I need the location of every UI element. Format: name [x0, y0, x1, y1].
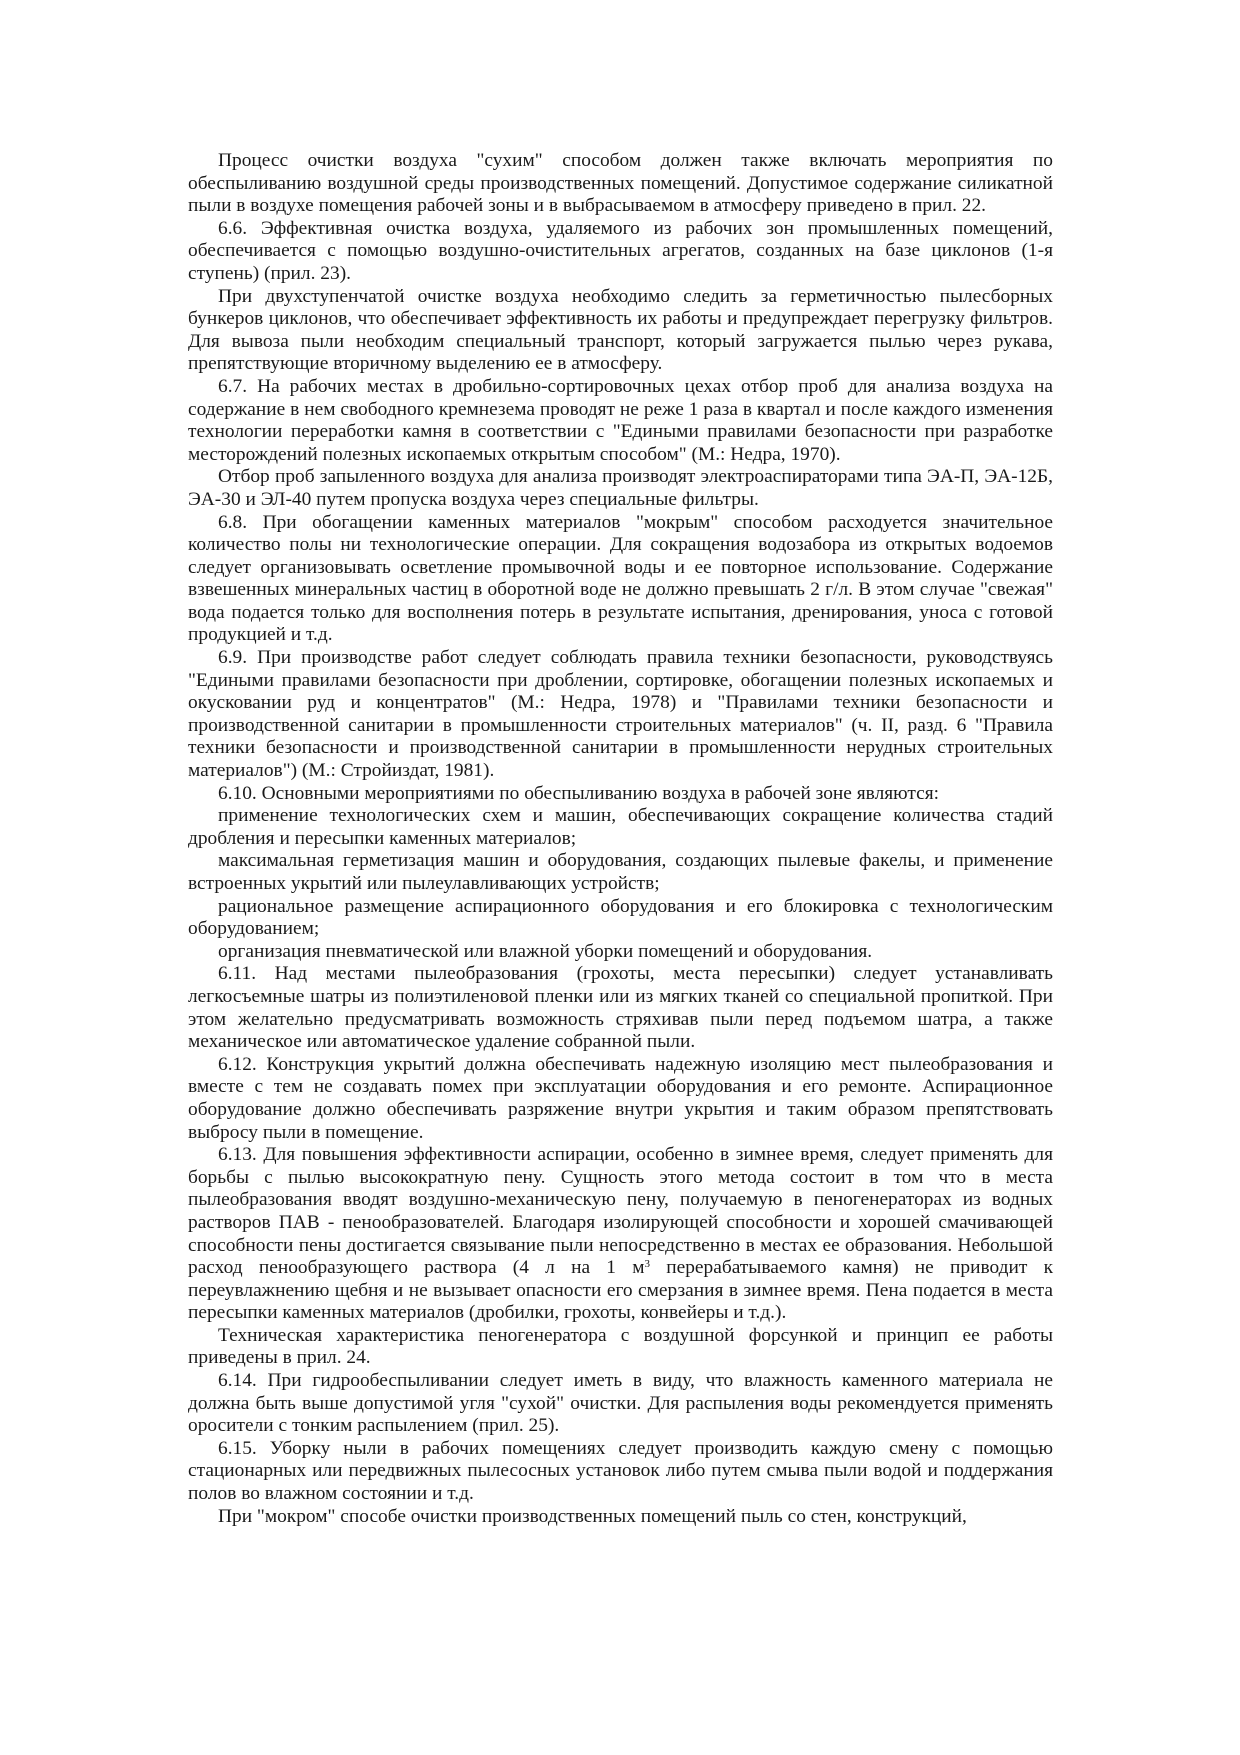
paragraph-6-12: 6.12. Конструкция укрытий должна обеспечивать надежную изоляцию мест пылеобразования и вместе с тем не создавать помех при эксплуатации оборудования и его ремонте. Аспирационное оборудование должно обеспечивать разряжение внутри укрытия и таким образом препятствовать выбросу пыли в помещение.	[188, 1053, 1053, 1143]
list-item-sealing: максимальная герметизация машин и оборудования, создающих пылевые факелы, и применение встроенных укрытий или пылеулавливающих устройств;	[188, 850, 1053, 894]
paragraph-6-11: 6.11. Над местами пылеобразования (грохоты, места пересыпки) следует устанавливать легкосъемные шатры из полиэтиленовой пленки или из мягких тканей со специальной пропиткой. При этом желательно предусматривать возможность стряхивав пыли перед подъемом шатра, а также механическое или автоматическое удаление собранной пыли.	[188, 963, 1053, 1053]
paragraph-sampling: Отбор проб запыленного воздуха для анализа производят электроаспираторами типа ЭА-П, ЭА-12Б, ЭА-30 и ЭЛ-40 путем пропуска воздуха через специальные фильтры.	[188, 466, 1053, 510]
paragraph-two-stage-cleaning: При двухступенчатой очистке воздуха необходимо следить за герметичностью пылесборных бункеров циклонов, что обеспечивает эффективность их работы и предупреждает перегрузку фильтров. Для вывоза пыли необходим специальный транспорт, который загружается пылью через рукава, препятствующие вторичному выделению ее в атмосферу.	[188, 285, 1053, 375]
paragraph-6-9: 6.9. При производстве работ следует соблюдать правила техники безопасности, руководствуясь "Едиными правилами безопасности при дроблении, сортировке, обогащении полезных ископаемых и окусковании руд и концентратов" (М.: Недра, 1978) и "Правилами техники безопасности и производственной санитарии в промышленности строительных материалов" (ч. II, разд. 6 "Правила техники безопасности и производственной санитарии в промышленности нерудных строительных материалов") (М.: Стройиздат, 1981).	[188, 647, 1053, 782]
paragraph-6-15: 6.15. Уборку ныли в рабочих помещениях следует производить каждую смену с помощью стационарных или передвижных пылесосных установок либо путем смыва пыли водой и поддержания полов во влажном состоянии и т.д.	[188, 1437, 1053, 1505]
paragraph-foam-generator: Техническая характеристика пеногенератора с воздушной форсункой и принцип ее работы приведены в прил. 24.	[188, 1324, 1053, 1369]
paragraph-6-14: 6.14. При гидрообеспыливании следует иметь в виду, что влажность каменного материала не должна быть выше допустимой угля "сухой" очистки. Для распыления воды рекомендуется применять оросители с тонким распылением (прил. 25).	[188, 1370, 1053, 1437]
paragraph-6-13-part-2: перерабатываемого камня) не приводит к переувлажнению щебня и не вызывает опасности его смерзания в зимнее время. Пена подается в места пересыпки каменных материалов (дробилки, грохоты, конвейеры и т.д.).	[188, 1257, 1053, 1324]
paragraph-6-10: 6.10. Основными мероприятиями по обеспыливанию воздуха в рабочей зоне являются:	[218, 782, 940, 804]
list-item-cleaning: организация пневматической или влажной уборки помещений и оборудования.	[218, 940, 873, 962]
paragraph-6-13	[188, 1144, 1053, 1325]
list-item-aspiration: рациональное размещение аспирационного оборудования и его блокировка с технологическим оборудованием;	[188, 895, 1053, 940]
superscript-cubic: 3	[644, 1258, 651, 1271]
paragraph-6-7: 6.7. На рабочих местах в дробильно-сортировочных цехах отбор проб для анализа воздуха на содержание в нем свободного кремнезема проводят не реже 1 раза в квартал и после каждого изменения технологии переработки камня в соответствии с "Едиными правилами безопасности при разработке месторождений полезных ископаемых открытым способом" (М.: Недра, 1970).	[188, 375, 1053, 465]
list-item-tech-schemes: применение технологических схем и машин, обеспечивающих сокращение количества стадий дробления и пересыпки каменных материалов;	[188, 805, 1053, 849]
paragraph-6-6: 6.6. Эффективная очистка воздуха, удаляемого из рабочих зон промышленных помещений, обеспечивается с помощью воздушно-очистительных агрегатов, созданных на базе циклонов (1-я ступень) (прил. 23).	[188, 217, 1053, 284]
paragraph-6-13-part-1: 6.13. Для повышения эффективности аспирации, особенно в зимнее время, следует применять для борьбы с пылью высокократную пену. Сущность этого метода состоит в том что в места пылеобразования вводят воздушно-механическую пену, получаемую в пеногенераторах из водных растворов ПАВ - пенообразователей. Благодаря изолирующей способности и хорошей смачивающей способности пены достигается связывание пыли непосредственно в местах ее образования. Небольшой расход пенообразующего раствора (4 л на 1 м	[188, 1144, 1053, 1279]
document-page	[188, 150, 1053, 1528]
paragraph-intro: Процесс очистки воздуха "сухим" способом должен также включать мероприятия по обеспыливанию воздушной среды производственных помещений. Допустимое содержание силикатной пыли в воздухе помещения рабочей зоны и в выбрасываемом в атмосферу приведено в прил. 22.	[188, 150, 1053, 217]
paragraph-wet-cleaning: При "мокром" способе очистки производственных помещений пыль со стен, конструкций,	[218, 1505, 967, 1527]
paragraph-6-8: 6.8. При обогащении каменных материалов "мокрым" способом расходуется значительное количество полы ни технологические операции. Для сокращения водозабора из открытых водоемов следует организовывать осветление промывочной воды и ее повторное использование. Содержание взвешенных минеральных частиц в оборотной воде не должно превышать 2 г/л. В этом случае "свежая" вода подается только для восполнения потерь в результате испытания, дренирования, уноса с готовой продукцией и т.д.	[188, 511, 1053, 646]
